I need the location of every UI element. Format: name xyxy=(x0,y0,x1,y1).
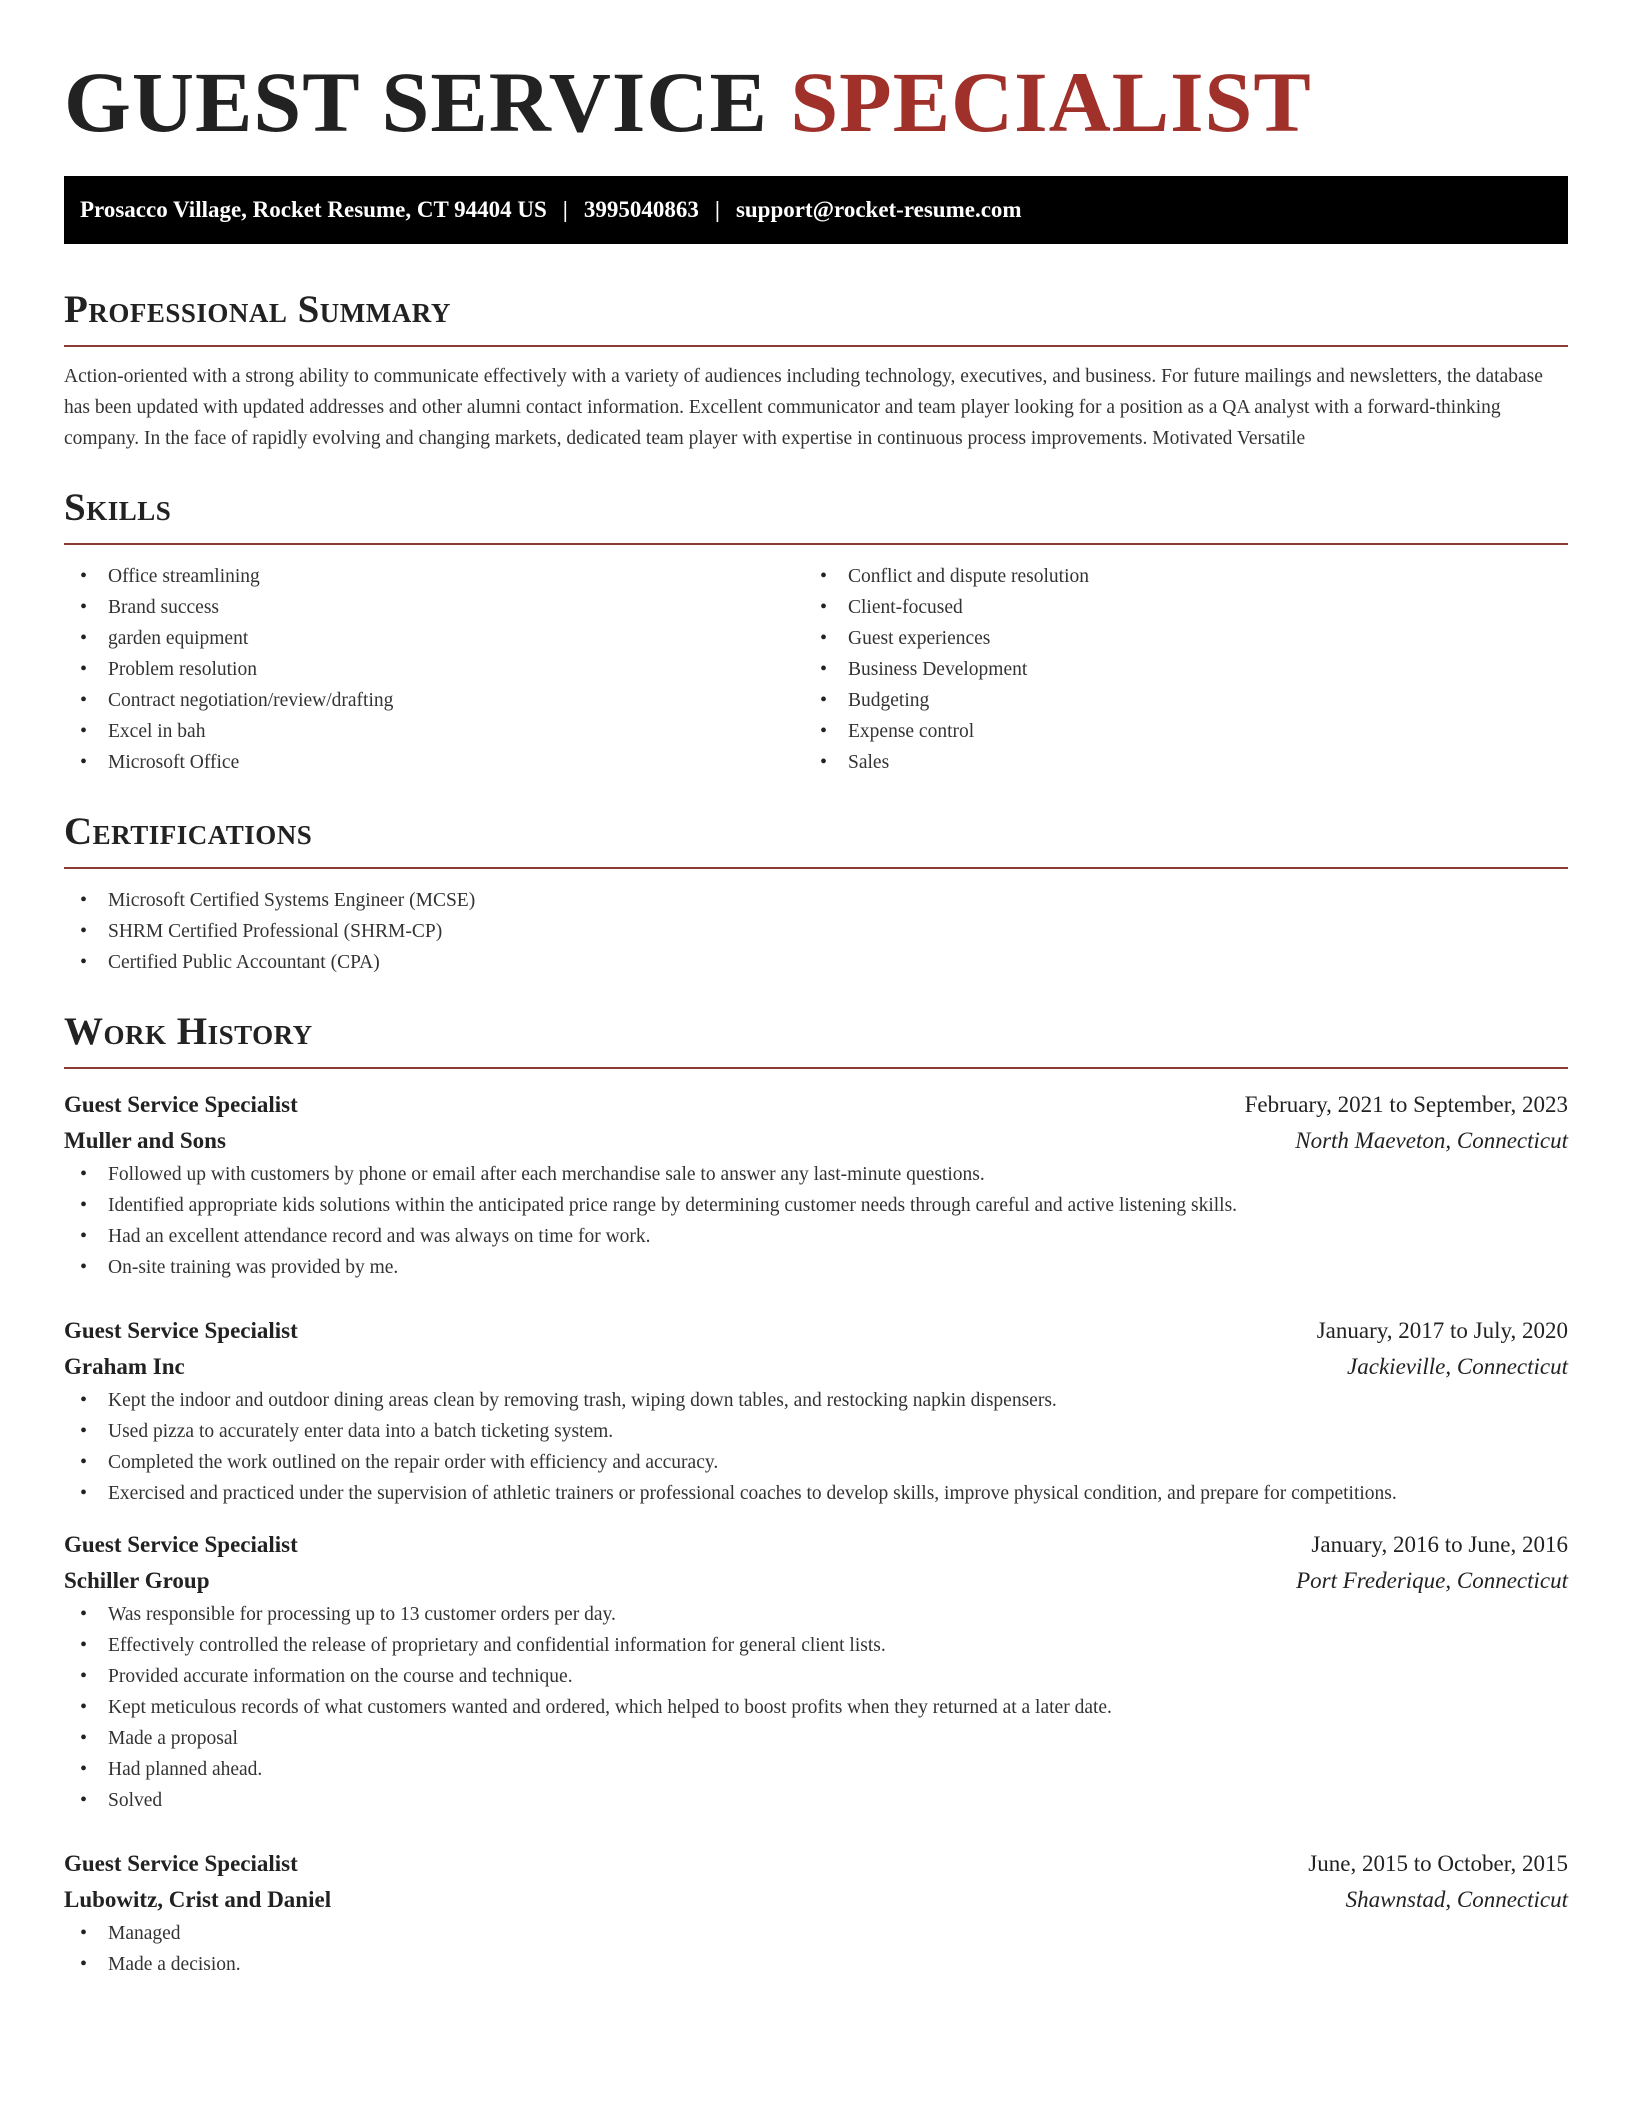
skill-item: • Problem resolution xyxy=(64,654,804,685)
job-title: Guest Service Specialist xyxy=(64,1092,298,1117)
job-bullet: • Effectively controlled the release of proprietary and confidential information for general client lists. xyxy=(64,1630,1568,1661)
contact-address: Prosacco Village, Rocket Resume, CT 94404 US xyxy=(80,197,547,222)
job-bullet: • Used pizza to accurately enter data into a batch ticketing system. xyxy=(64,1416,1568,1447)
job-dates: January, 2016 to June, 2016 xyxy=(1311,1532,1568,1557)
skill-item: • Business Development xyxy=(804,654,1544,685)
job-header-row xyxy=(64,1087,1568,1123)
job-dates: February, 2021 to September, 2023 xyxy=(1244,1092,1568,1117)
skills-right-list xyxy=(804,561,1544,778)
certifications-heading: Certifications xyxy=(64,810,313,853)
skills-left-list xyxy=(64,561,804,778)
job-bullet: • Managed xyxy=(64,1918,1568,1949)
section-divider xyxy=(64,345,1568,347)
contact-phone: 3995040863 xyxy=(583,197,699,222)
skill-item: • Excel in bah xyxy=(64,716,804,747)
job-title: Guest Service Specialist xyxy=(64,1318,298,1343)
job-bullet: • On-site training was provided by me. xyxy=(64,1252,1568,1283)
job-bullets xyxy=(64,1385,1568,1509)
job-entry xyxy=(64,1313,1568,1509)
skill-item: • Sales xyxy=(804,747,1544,778)
job-bullet: • Followed up with customers by phone or email after each merchandise sale to answer any last-minute questions. xyxy=(64,1159,1568,1190)
skill-item: • Conflict and dispute resolution xyxy=(804,561,1544,592)
job-header-row xyxy=(64,1846,1568,1882)
job-entry xyxy=(64,1087,1568,1283)
contact-separator: | xyxy=(562,197,568,222)
contact-bar xyxy=(64,176,1568,244)
job-subheader-row xyxy=(64,1349,1568,1385)
resume-title xyxy=(64,0,1568,152)
job-bullets xyxy=(64,1159,1568,1283)
skill-item: • Contract negotiation/review/drafting xyxy=(64,685,804,716)
certification-item: • Microsoft Certified Systems Engineer (MCSE) xyxy=(64,885,1568,916)
job-bullet: • Identified appropriate kids solutions within the anticipated price range by determining customer needs through careful and active listening skills. xyxy=(64,1190,1568,1221)
contact-separator: | xyxy=(714,197,720,222)
job-company: Graham Inc xyxy=(64,1354,185,1379)
job-bullet: • Had planned ahead. xyxy=(64,1754,1568,1785)
job-location: Port Frederique, Connecticut xyxy=(1296,1568,1568,1593)
job-bullet: • Kept meticulous records of what customers wanted and ordered, which helped to boost profits when they returned at a later date. xyxy=(64,1692,1568,1723)
skill-item: • Office streamlining xyxy=(64,561,804,592)
title-accent: SPECIALIST xyxy=(790,54,1312,150)
skills-heading: Skills xyxy=(64,486,172,529)
job-dates: January, 2017 to July, 2020 xyxy=(1316,1318,1568,1343)
summary-heading: Professional Summary xyxy=(64,288,451,331)
job-location: Jackieville, Connecticut xyxy=(1347,1354,1568,1379)
job-subheader-row xyxy=(64,1563,1568,1599)
job-subheader-row xyxy=(64,1123,1568,1159)
skill-item: • Client-focused xyxy=(804,592,1544,623)
skill-item: • Microsoft Office xyxy=(64,747,804,778)
job-location: North Maeveton, Connecticut xyxy=(1295,1128,1568,1153)
skills-columns xyxy=(64,561,1568,778)
job-bullets xyxy=(64,1918,1568,1980)
title-primary: GUEST SERVICE xyxy=(64,54,768,150)
certification-item: • Certified Public Accountant (CPA) xyxy=(64,947,1568,978)
job-company: Muller and Sons xyxy=(64,1128,226,1153)
job-location: Shawnstad, Connecticut xyxy=(1345,1887,1568,1912)
certifications-section xyxy=(64,808,1568,978)
certification-item: • SHRM Certified Professional (SHRM-CP) xyxy=(64,916,1568,947)
skill-item: • garden equipment xyxy=(64,623,804,654)
job-title: Guest Service Specialist xyxy=(64,1851,298,1876)
job-header-row xyxy=(64,1313,1568,1349)
job-entry xyxy=(64,1527,1568,1816)
job-bullet: • Made a decision. xyxy=(64,1949,1568,1980)
job-dates: June, 2015 to October, 2015 xyxy=(1308,1851,1568,1876)
summary-text: Action-oriented with a strong ability to communicate effectively with a variety of audiences including technology, executives, and business. For future mailings and newsletters, the database has been updated with updated addresses and other alumni contact information. Excellent communicator and team player looking for a position as a QA analyst with a forward-thinking company. In the face of rapidly evolving and changing markets, dedicated team player with expertise in continuous process improvements. Motivated Versatile xyxy=(64,366,1543,449)
skill-item: • Guest experiences xyxy=(804,623,1544,654)
work-history-section xyxy=(64,1008,1568,1980)
job-entry xyxy=(64,1846,1568,1980)
job-bullet: • Completed the work outlined on the repair order with efficiency and accuracy. xyxy=(64,1447,1568,1478)
job-bullet: • Exercised and practiced under the supervision of athletic trainers or professional coaches to develop skills, improve physical condition, and prepare for competitions. xyxy=(64,1478,1568,1509)
contact-email: support@rocket-resume.com xyxy=(735,197,1022,222)
job-bullet: • Provided accurate information on the course and technique. xyxy=(64,1661,1568,1692)
job-bullet: • Solved xyxy=(64,1785,1568,1816)
skill-item: • Budgeting xyxy=(804,685,1544,716)
work-history-heading: Work History xyxy=(64,1010,313,1053)
job-bullet: • Made a proposal xyxy=(64,1723,1568,1754)
section-divider xyxy=(64,543,1568,545)
section-divider xyxy=(64,867,1568,869)
job-bullets xyxy=(64,1599,1568,1816)
certifications-list xyxy=(64,885,1568,978)
section-divider xyxy=(64,1067,1568,1069)
summary-section xyxy=(64,286,1568,454)
skill-item: • Expense control xyxy=(804,716,1544,747)
job-company: Lubowitz, Crist and Daniel xyxy=(64,1887,332,1912)
skills-section xyxy=(64,484,1568,778)
job-header-row xyxy=(64,1527,1568,1563)
job-company: Schiller Group xyxy=(64,1568,210,1593)
job-bullet: • Kept the indoor and outdoor dining areas clean by removing trash, wiping down tables, and restocking napkin dispensers. xyxy=(64,1385,1568,1416)
job-bullet: • Had an excellent attendance record and was always on time for work. xyxy=(64,1221,1568,1252)
job-bullet: • Was responsible for processing up to 13 customer orders per day. xyxy=(64,1599,1568,1630)
job-subheader-row xyxy=(64,1882,1568,1918)
job-title: Guest Service Specialist xyxy=(64,1532,298,1557)
skill-item: • Brand success xyxy=(64,592,804,623)
